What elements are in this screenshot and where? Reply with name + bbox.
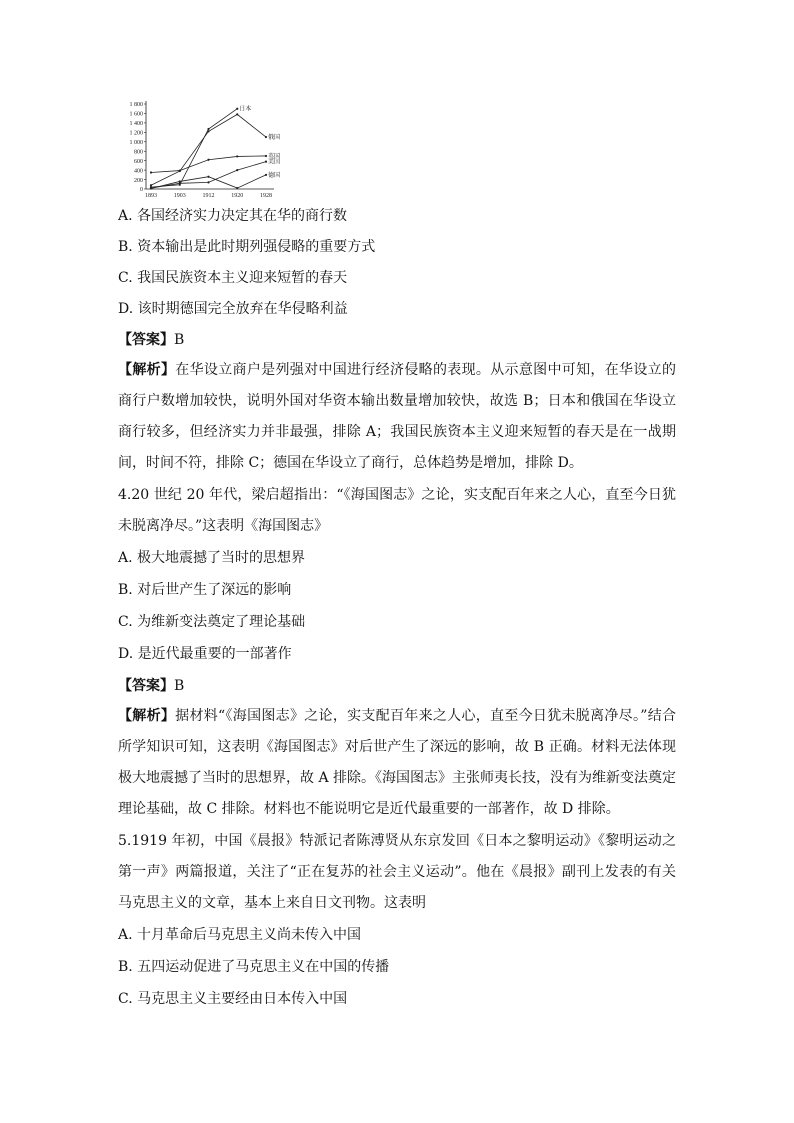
x-axis-ticks — [145, 193, 272, 199]
q3-option-c: C. 我国民族资本主义迎来短暂的春天 — [118, 270, 348, 286]
x-tick-label: 1928 — [260, 193, 272, 199]
q4-stem: 4.20 世纪 20 年代，梁启超指出：“《海国图志》之论，实支配百年来之人心，直至今日犹未脱离净尽。”这表明《海国图志》 — [118, 487, 676, 534]
answer-value: B — [174, 332, 185, 348]
data-point — [207, 176, 209, 178]
q3-option-d: D. 该时期德国完全放弃在华侵略利益 — [118, 301, 348, 317]
data-point — [207, 128, 209, 130]
x-tick-label: 1893 — [145, 193, 157, 199]
y-tick-label: 200 — [134, 177, 143, 184]
data-point — [207, 130, 209, 132]
q4-option-a: A. 极大地震撼了当时的思想界 — [118, 550, 306, 566]
data-point — [150, 187, 152, 189]
data-point — [179, 180, 181, 182]
data-point — [265, 161, 267, 163]
data-point — [236, 155, 238, 157]
data-point — [150, 184, 152, 186]
data-point — [236, 108, 238, 110]
x-tick-label: 1920 — [231, 193, 244, 199]
data-point — [236, 113, 238, 115]
answer-value: B — [174, 678, 185, 694]
q4-analysis — [118, 701, 676, 825]
data-point — [179, 169, 181, 171]
data-point — [265, 136, 267, 138]
y-tick-label: 1 200 — [129, 130, 143, 137]
series-label: 美国 — [268, 159, 281, 166]
data-point — [207, 159, 209, 161]
analysis-label: 【解析】 — [118, 708, 176, 724]
data-point — [150, 171, 152, 173]
q4-option-b: B. 对后世产生了深远的影响 — [118, 582, 292, 598]
series-line — [151, 114, 266, 185]
x-tick-label: 1912 — [202, 193, 215, 199]
merchant-count-chart — [116, 96, 281, 202]
analysis-text: 在华设立商户是列强对中国进行经济侵略的表现。从示意图中可知，在华设立的商行户数增加较快，说明外国对华资本输出数量增加较快，故选 B；日本和俄国在华设立商行较多，但经济实力并非最强，排除 A；我国民族资本主义迎来短暂的春天是在一战期间，时间不符，排除 C；德国在华设立了商行，总体趋势是增加，排除 D。 — [118, 362, 677, 471]
q3-answer — [118, 330, 184, 350]
y-axis-ticks — [130, 102, 147, 193]
data-point — [207, 181, 209, 183]
q3-analysis — [118, 355, 676, 479]
x-tick-label: 1903 — [173, 193, 186, 199]
series-label: 日本 — [239, 106, 252, 113]
y-tick-label: 1 400 — [129, 121, 143, 128]
data-point — [265, 174, 267, 176]
y-tick-label: 400 — [134, 168, 143, 175]
q3-option-a: A. 各国经济实力决定其在华的商行数 — [118, 208, 348, 224]
q4-answer — [118, 676, 184, 696]
series-line — [151, 156, 266, 173]
analysis-label: 【解析】 — [118, 362, 176, 378]
q5-stem: 5.1919 年初，中国《晨报》特派记者陈溥贤从东京发回《日本之黎明运动》《黎明运动之第一声》两篇报道，关注了“正在复苏的社会主义运动”。他在《晨报》副刊上发表的有关马克思主义的文章，基本上来自日文刊物。这表明 — [118, 833, 676, 911]
y-tick-label: 800 — [134, 149, 143, 156]
data-point — [179, 182, 181, 184]
y-tick-label: 1 000 — [129, 139, 143, 146]
series-label: 德国 — [268, 172, 281, 179]
q3-option-b: B. 资本输出是此时期列强侵略的重要方式 — [118, 239, 376, 255]
series-lines — [150, 108, 267, 190]
y-tick-label: 1 600 — [129, 111, 143, 118]
y-tick-label: 1 800 — [129, 102, 143, 109]
data-point — [236, 187, 238, 189]
data-point — [236, 169, 238, 171]
answer-label: 【答案】 — [118, 332, 174, 348]
y-tick-label: 0 — [140, 187, 143, 194]
q5-option-c: C. 马克思主义主要经由日本传入中国 — [118, 991, 348, 1007]
series-label: 英国 — [268, 153, 281, 160]
answer-label: 【答案】 — [118, 678, 174, 694]
q5-option-a: A. 十月革命后马克思主义尚未传入中国 — [118, 927, 362, 943]
data-point — [265, 155, 267, 157]
q5-option-b: B. 五四运动促进了马克思主义在中国的传播 — [118, 959, 390, 975]
analysis-text: 据材料“《海国图志》之论，实支配百年来之人心，直至今日犹未脱离净尽。”结合所学知识可知，这表明《海国图志》对后世产生了深远的影响，故 B 正确。材料无法体现极大地震撼了当时的思想界，故 A 排除。《海国图志》主张师夷长技，没有为维新变法奠定理论基础，故 C 排除。材料也不能说明它是近代最重要的一部著作，故 D 排除。 — [118, 708, 677, 817]
q4-option-d: D. 是近代最重要的一部著作 — [118, 646, 292, 662]
q4-option-c: C. 为维新变法奠定了理论基础 — [118, 614, 306, 630]
series-label: 俄国 — [268, 135, 281, 142]
y-tick-label: 600 — [134, 158, 143, 165]
